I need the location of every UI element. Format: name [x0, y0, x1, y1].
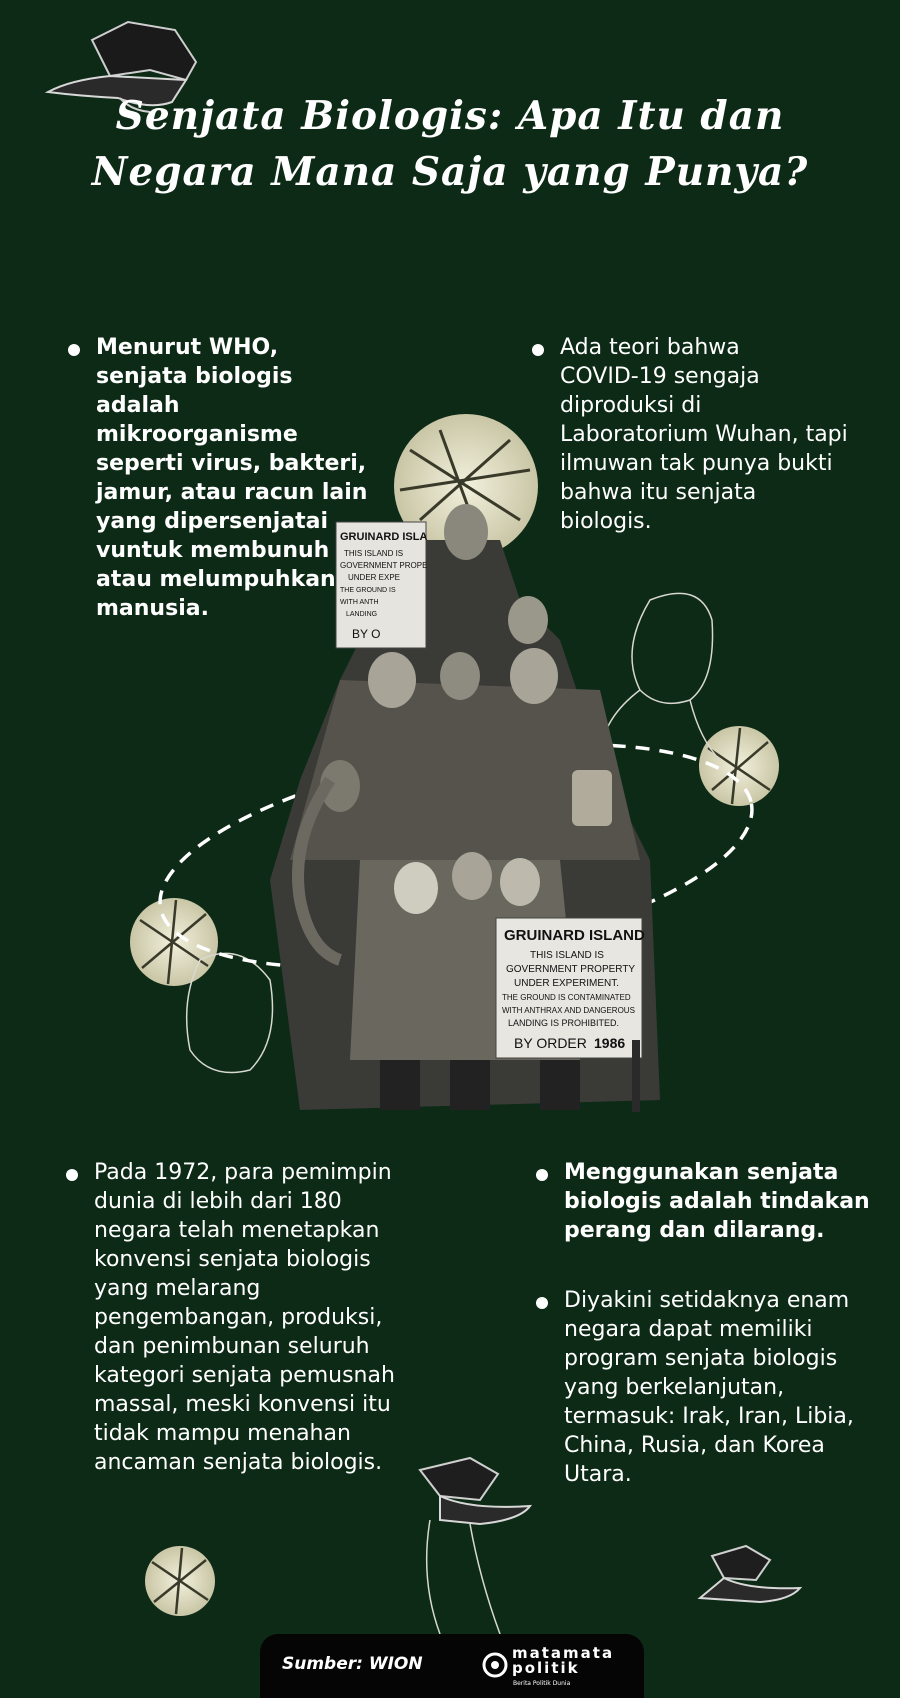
bullet-icon — [536, 1169, 548, 1181]
source-label: Sumber: WION — [282, 1654, 423, 1674]
svg-text:GRUINARD ISLA: GRUINARD ISLA — [340, 531, 428, 543]
title-line-2: Negara Mana Saja yang Punya? — [91, 149, 809, 195]
svg-text:THE GROUND IS CONTAMINATED: THE GROUND IS CONTAMINATED — [502, 993, 631, 1002]
bullet-icon — [536, 1297, 548, 1309]
svg-text:THIS ISLAND IS: THIS ISLAND IS — [530, 950, 604, 961]
plague-doctor-small-icon — [700, 1546, 800, 1602]
moon-bottom-left-icon — [145, 1546, 215, 1616]
bullet-icon — [532, 344, 544, 356]
svg-text:GOVERNMENT PROPERTY: GOVERNMENT PROPERTY — [506, 964, 636, 975]
svg-text:THE GROUND IS: THE GROUND IS — [340, 587, 396, 594]
svg-text:GOVERNMENT PROPE: GOVERNMENT PROPE — [340, 561, 428, 570]
source-footer — [260, 1634, 644, 1698]
svg-text:GRUINARD ISLAND: GRUINARD ISLAND — [504, 927, 645, 944]
svg-text:WITH ANTH: WITH ANTH — [340, 599, 379, 606]
title-line-1: Senjata Biologis: Apa Itu dan — [115, 93, 785, 139]
svg-text:1986: 1986 — [594, 1035, 626, 1051]
logo-wordmark: matamata politik — [512, 1644, 615, 1677]
sketch-figure-right-icon — [600, 593, 720, 760]
svg-text:LANDING: LANDING — [346, 611, 378, 618]
page-title — [60, 88, 840, 200]
svg-text:WITH ANTHRAX AND DANGEROUS: WITH ANTHRAX AND DANGEROUS — [502, 1006, 635, 1015]
svg-text:LANDING IS PROHIBITED.: LANDING IS PROHIBITED. — [508, 1018, 620, 1028]
matamata-eye-logo-icon — [482, 1652, 508, 1678]
svg-text:BY ORDER: BY ORDER — [514, 1035, 587, 1051]
logo-tagline: Berita Politik Dunia — [513, 1680, 571, 1687]
svg-text:THIS ISLAND IS: THIS ISLAND IS — [344, 549, 404, 558]
bullet-icon — [68, 344, 80, 356]
svg-text:UNDER EXPE: UNDER EXPE — [348, 573, 401, 582]
moon-left-icon — [130, 898, 218, 986]
svg-text:BY O: BY O — [352, 627, 381, 641]
bullet-icon — [66, 1169, 78, 1181]
plague-doctor-bottom-icon — [420, 1458, 530, 1634]
svg-text:UNDER EXPERIMENT.: UNDER EXPERIMENT. — [514, 978, 620, 989]
